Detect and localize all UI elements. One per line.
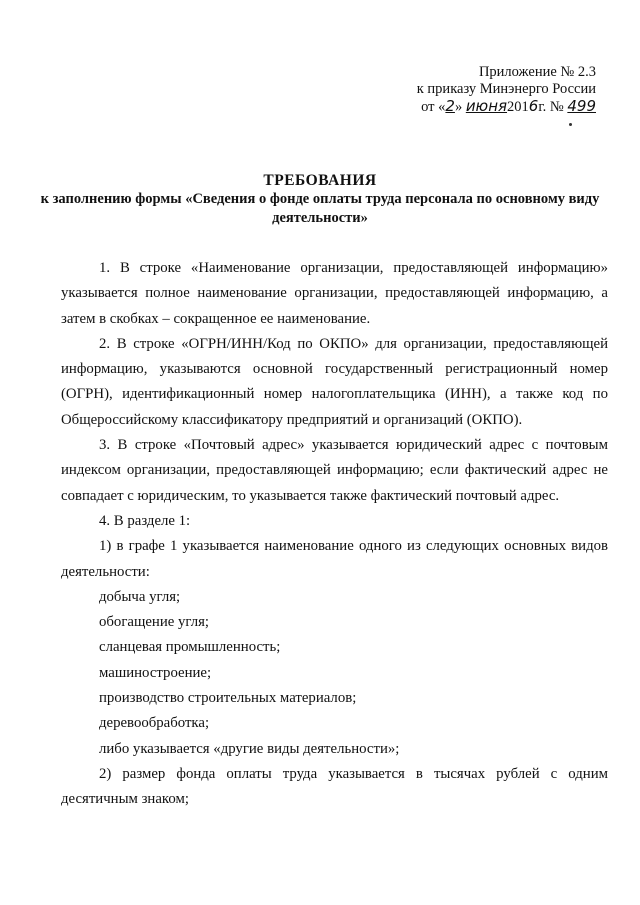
list-item: обогащение угля;: [99, 614, 210, 631]
order-date-line: от «2» июня2016г. № 499: [421, 97, 596, 115]
order-reference: к приказу Минэнерго России: [416, 81, 596, 97]
appendix-header: [417, 64, 596, 116]
paragraph-5: 1) в графе 1 указывается наименование одного из следующих основных видов деятельности:: [61, 538, 608, 580]
handwritten-day: 2: [445, 97, 455, 115]
stray-dot-mark: [569, 123, 572, 126]
list-item: добыча угля;: [99, 588, 181, 605]
list-item: производство строительных материалов;: [99, 690, 357, 707]
paragraph-1: 1. В строке «Наименование организации, предоставляющей информацию» указывается полное наименование организации, предоставляющей информацию, а затем в скобках – сокращенное ее наименование.: [61, 260, 608, 327]
document-body: [61, 256, 608, 813]
list-item: деревообработка;: [99, 715, 210, 732]
paragraph-6: 2) размер фонда оплаты труда указывается в тысячах рублей с одним десятичным знаком;: [61, 765, 608, 808]
paragraph-3: 3. В строке «Почтовый адрес» указывается юридический адрес с почтовым индексом организации, предоставляющей информацию; если фактический адрес не совпадает с юридическим, то указывается также фактический почтовый адрес.: [61, 437, 608, 504]
handwritten-year-digit: 6: [528, 97, 539, 115]
document-title: ТРЕБОВАНИЯ: [263, 172, 377, 189]
document-subtitle: к заполнению формы «Сведения о фонде оплаты труда персонала по основному виду деятельности»: [40, 191, 600, 226]
list-item: машиностроение;: [99, 664, 212, 681]
paragraph-2: 2. В строке «ОГРН/ИНН/Код по ОКПО» для организации, предоставляющей информацию, указываются основной государственный регистрационный номер (ОГРН), идентификационный номер налогоплательщика (ИНН), а также код по Общероссийскому классификатору предприятий и организаций (ОКПО).: [61, 335, 608, 428]
paragraph-4: 4. В разделе 1:: [99, 512, 191, 529]
list-item: либо указывается «другие виды деятельности»;: [99, 740, 400, 757]
list-item: сланцевая промышленность;: [99, 639, 281, 656]
handwritten-order-number: 499: [567, 97, 596, 115]
handwritten-month: июня: [465, 97, 508, 115]
appendix-number: Приложение № 2.3: [478, 64, 596, 80]
